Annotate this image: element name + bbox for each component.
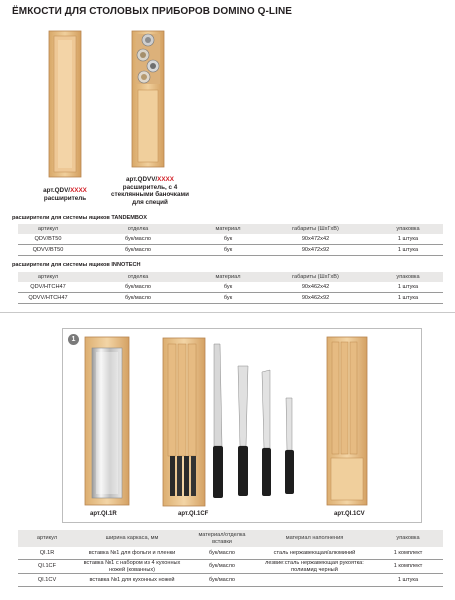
column-header: материал: [198, 272, 258, 282]
panel-number-badge: 1: [68, 334, 79, 345]
table-cell: бук/масло: [78, 234, 198, 245]
table-cell: 90x462x92: [258, 293, 373, 304]
column-header: отделка: [78, 272, 198, 282]
qi1cf-caption: арт.QI.1CF: [178, 511, 209, 517]
table-cell: 90x462x42: [258, 282, 373, 293]
table-cell: 1 штука: [373, 282, 443, 293]
column-header: материал/отделка вставки: [188, 530, 256, 547]
qi1r-caption: арт.QI.1R: [90, 511, 117, 517]
tandembox-table: [18, 224, 443, 256]
table-header-row: [18, 224, 443, 234]
column-header: габариты (ШхГхВ): [258, 272, 373, 282]
column-header: материал: [198, 224, 258, 234]
table-cell: QDVV/BT50: [18, 245, 78, 256]
column-header: артикул: [18, 272, 78, 282]
table-cell: бук: [198, 282, 258, 293]
table-cell: QDVV/HTCH47: [18, 293, 78, 304]
table-row: [18, 282, 443, 293]
qdvv-description-line3: для специй: [132, 198, 168, 206]
table-row: [18, 234, 443, 245]
table-header-row: [18, 530, 443, 547]
table-row: [18, 293, 443, 304]
page-title: ЁМКОСТИ ДЛЯ СТОЛОВЫХ ПРИБОРОВ DOMINO Q-LINE: [12, 6, 293, 17]
qdvv-extender-image: [131, 30, 165, 168]
table-row: [18, 574, 443, 587]
table-header-row: [18, 272, 443, 282]
column-header: упаковка: [373, 530, 443, 547]
qdv-code: арт.QDV/: [43, 187, 71, 194]
inserts-table: [18, 530, 443, 587]
qdvv-description-line2: стеклянными баночками: [111, 191, 189, 198]
table-cell: [256, 574, 373, 587]
qdv-caption: [20, 187, 110, 202]
section-innotech-heading: расширители для системы ящиков INNOTECH: [12, 262, 141, 268]
column-header: артикул: [18, 530, 76, 547]
table-cell: 1 комплект: [373, 560, 443, 574]
table-cell: QI.1CV: [18, 574, 76, 587]
section-divider: [0, 312, 455, 313]
table-row: [18, 560, 443, 574]
table-cell: бук: [198, 234, 258, 245]
table-cell: лезвие:сталь нержавеющая рукоятка: полиамид черный: [256, 560, 373, 574]
table-cell: 1 штука: [373, 245, 443, 256]
qdvv-code-suffix: XXXX: [157, 176, 174, 183]
table-cell: вставка №1 для кухонных ножей: [76, 574, 188, 587]
table-row: [18, 245, 443, 256]
table-cell: вставка №1 с набором из 4 кухонных ножей (кованных): [76, 560, 188, 574]
table-cell: вставка №1 для фольги и пленки: [76, 547, 188, 560]
table-cell: 1 штука: [373, 234, 443, 245]
table-cell: бук: [198, 245, 258, 256]
column-header: материал наполнения: [256, 530, 373, 547]
qi1cv-caption: арт.QI.1CV: [334, 511, 365, 517]
table-cell: бук/масло: [188, 574, 256, 587]
qdvv-caption: [105, 176, 195, 206]
column-header: ширина каркаса, мм: [76, 530, 188, 547]
table-cell: сталь нержавеющая/алюминий: [256, 547, 373, 560]
table-cell: 90x472x92: [258, 245, 373, 256]
qdvv-description-line1: расширитель, с 4: [122, 183, 178, 191]
table-cell: бук: [198, 293, 258, 304]
qdvv-code: арт.QDVV/: [126, 176, 158, 183]
table-cell: 1 комплект: [373, 547, 443, 560]
column-header: габариты (ШхГхВ): [258, 224, 373, 234]
column-header: артикул: [18, 224, 78, 234]
innotech-table: [18, 272, 443, 304]
table-cell: 1 штука: [373, 574, 443, 587]
qdv-code-suffix: XXXX: [70, 187, 87, 194]
table-cell: QI.1R: [18, 547, 76, 560]
table-cell: бук/масло: [78, 293, 198, 304]
qdv-extender-image: [48, 30, 82, 178]
table-cell: бук/масло: [188, 560, 256, 574]
table-cell: 90x472x42: [258, 234, 373, 245]
knife-set-insert-image: [162, 336, 302, 508]
table-cell: бук/масло: [188, 547, 256, 560]
section-tandembox-heading: расширители для системы ящиков TANDEMBOX: [12, 215, 148, 221]
table-cell: бук/масло: [78, 245, 198, 256]
column-header: упаковка: [373, 224, 443, 234]
table-cell: QDV/BT50: [18, 234, 78, 245]
table-row: [18, 547, 443, 560]
table-cell: бук/масло: [78, 282, 198, 293]
knife-block-insert-image: [326, 336, 368, 506]
table-cell: QI.1CF: [18, 560, 76, 574]
foil-insert-image: [84, 336, 130, 506]
qdv-description: расширитель: [43, 194, 87, 202]
column-header: упаковка: [373, 272, 443, 282]
column-header: отделка: [78, 224, 198, 234]
table-cell: 1 штука: [373, 293, 443, 304]
table-cell: QDV/HTCH47: [18, 282, 78, 293]
